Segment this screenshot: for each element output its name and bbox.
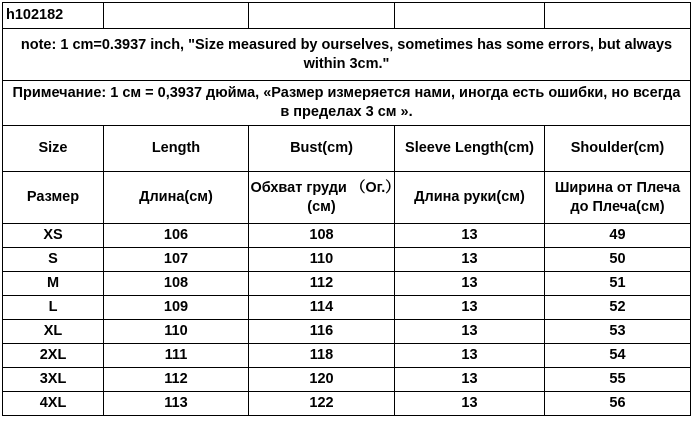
size-chart-table bbox=[2, 2, 691, 416]
cell-length: 113 bbox=[104, 392, 249, 416]
header-ru-size: Размер bbox=[3, 172, 104, 224]
table-row bbox=[3, 248, 691, 272]
cell-shoulder: 52 bbox=[545, 296, 691, 320]
table-row bbox=[3, 272, 691, 296]
cell-sleeve: 13 bbox=[395, 272, 545, 296]
cell-shoulder: 51 bbox=[545, 272, 691, 296]
cell-bust: 110 bbox=[249, 248, 395, 272]
cell-size: XS bbox=[3, 224, 104, 248]
table-row bbox=[3, 392, 691, 416]
header-en-row bbox=[3, 126, 691, 172]
header-ru-bust: Обхват груди （Ог.）(см) bbox=[249, 172, 395, 224]
cell-sleeve: 13 bbox=[395, 368, 545, 392]
cell-length: 110 bbox=[104, 320, 249, 344]
empty-cell bbox=[545, 3, 691, 29]
header-ru-shoulder: Ширина от Плеча до Плеча(см) bbox=[545, 172, 691, 224]
cell-shoulder: 56 bbox=[545, 392, 691, 416]
header-bust: Bust(cm) bbox=[249, 126, 395, 172]
cell-size: 4XL bbox=[3, 392, 104, 416]
cell-sleeve: 13 bbox=[395, 344, 545, 368]
table-row bbox=[3, 296, 691, 320]
cell-length: 112 bbox=[104, 368, 249, 392]
cell-bust: 108 bbox=[249, 224, 395, 248]
cell-size: S bbox=[3, 248, 104, 272]
cell-bust: 122 bbox=[249, 392, 395, 416]
header-ru-sleeve: Длина руки(см) bbox=[395, 172, 545, 224]
header-sleeve: Sleeve Length(cm) bbox=[395, 126, 545, 172]
empty-cell bbox=[395, 3, 545, 29]
note-ru-row bbox=[3, 81, 691, 126]
cell-size: M bbox=[3, 272, 104, 296]
cell-sleeve: 13 bbox=[395, 296, 545, 320]
cell-bust: 116 bbox=[249, 320, 395, 344]
note-en: note: 1 cm=0.3937 inch, "Size measured by ourselves, sometimes has some errors, but always within 3cm." bbox=[20, 36, 673, 72]
note-en-cell bbox=[3, 29, 691, 81]
cell-size: L bbox=[3, 296, 104, 320]
note-en-row bbox=[3, 29, 691, 81]
empty-cell bbox=[104, 3, 249, 29]
cell-bust: 114 bbox=[249, 296, 395, 320]
cell-shoulder: 49 bbox=[545, 224, 691, 248]
cell-sleeve: 13 bbox=[395, 224, 545, 248]
header-length: Length bbox=[104, 126, 249, 172]
cell-length: 108 bbox=[104, 272, 249, 296]
cell-sleeve: 13 bbox=[395, 248, 545, 272]
cell-shoulder: 54 bbox=[545, 344, 691, 368]
cell-shoulder: 55 bbox=[545, 368, 691, 392]
cell-shoulder: 50 bbox=[545, 248, 691, 272]
table-row bbox=[3, 320, 691, 344]
header-shoulder: Shoulder(cm) bbox=[545, 126, 691, 172]
cell-length: 106 bbox=[104, 224, 249, 248]
cell-size: XL bbox=[3, 320, 104, 344]
cell-length: 107 bbox=[104, 248, 249, 272]
cell-shoulder: 53 bbox=[545, 320, 691, 344]
size-chart-body bbox=[3, 3, 691, 416]
cell-length: 111 bbox=[104, 344, 249, 368]
header-ru-length: Длина(см) bbox=[104, 172, 249, 224]
product-code: h102182 bbox=[3, 3, 104, 29]
table-row bbox=[3, 344, 691, 368]
table-row bbox=[3, 224, 691, 248]
cell-bust: 118 bbox=[249, 344, 395, 368]
table-row bbox=[3, 368, 691, 392]
header-size: Size bbox=[3, 126, 104, 172]
note-ru: Примечание: 1 см = 0,3937 дюйма, «Размер измеряется нами, иногда есть ошибки, но всегда в пределах 3 см ». bbox=[12, 85, 681, 120]
cell-size: 2XL bbox=[3, 344, 104, 368]
cell-bust: 120 bbox=[249, 368, 395, 392]
cell-length: 109 bbox=[104, 296, 249, 320]
cell-size: 3XL bbox=[3, 368, 104, 392]
cell-sleeve: 13 bbox=[395, 392, 545, 416]
cell-bust: 112 bbox=[249, 272, 395, 296]
cell-sleeve: 13 bbox=[395, 320, 545, 344]
header-ru-row bbox=[3, 172, 691, 224]
note-ru-cell bbox=[3, 81, 691, 126]
product-code-row bbox=[3, 3, 691, 29]
empty-cell bbox=[249, 3, 395, 29]
